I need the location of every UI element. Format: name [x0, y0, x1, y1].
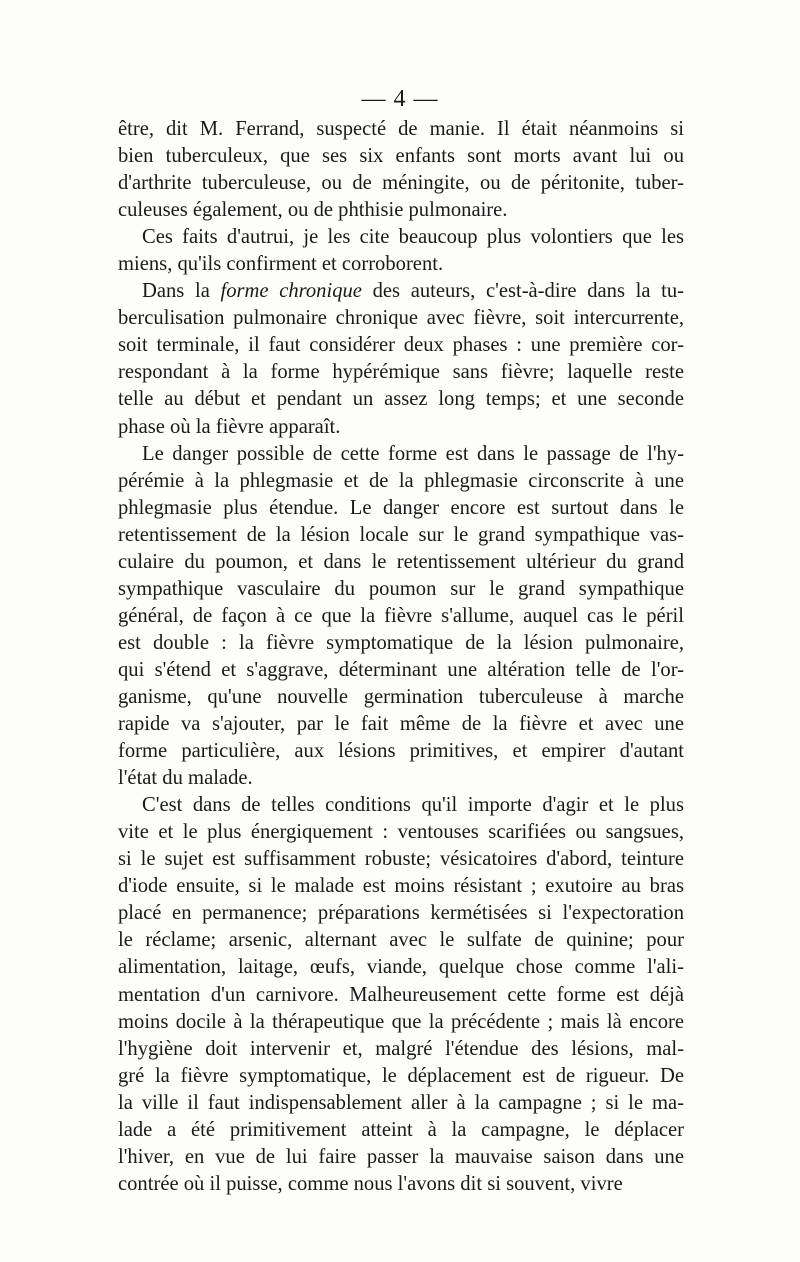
text-line: ganisme, qu'une nouvelle germination tuberculeuse à marche	[118, 685, 684, 708]
text-line: si le sujet est suffisamment robuste; vésicatoires d'abord, teinture	[118, 848, 684, 871]
text-line: respondant à la forme hypérémique sans fièvre; laquelle reste	[118, 361, 684, 384]
text-line: culeuses également, ou de phthisie pulmonaire.	[118, 199, 508, 222]
text-line: mentation d'un carnivore. Malheureusement cette forme est déjà	[118, 983, 684, 1006]
text-line: le réclame; arsenic, alternant avec le sulfate de quinine; pour	[118, 929, 684, 952]
text-line: lade a été primitivement atteint à la campagne, le déplacer	[118, 1118, 684, 1141]
text-line: placé en permanence; préparations kermétisées si l'expectoration	[118, 902, 684, 925]
text-line: bien tuberculeux, que ses six enfants sont morts avant lui ou	[118, 145, 684, 168]
text-line: moins docile à la thérapeutique que la précédente ; mais là encore	[118, 1010, 684, 1033]
text-line: d'arthrite tuberculeuse, ou de méningite, ou de péritonite, tuber-	[118, 172, 684, 195]
text-line: l'hiver, en vue de lui faire passer la mauvaise saison dans une	[118, 1145, 684, 1168]
paragraph	[118, 441, 684, 793]
text-line: phase où la fièvre apparaît.	[118, 415, 341, 438]
text-line: telle au début et pendant un assez long temps; et une seconde	[118, 388, 684, 411]
text-line: C'est dans de telles conditions qu'il importe d'agir et le plus	[142, 794, 684, 817]
text-line: être, dit M. Ferrand, suspecté de manie. Il était néanmoins si	[118, 118, 684, 140]
paragraph	[118, 792, 684, 1198]
text-line: gré la fièvre symptomatique, le déplacement est de rigueur. De	[118, 1064, 684, 1087]
text-line: phlegmasie plus étendue. Le danger encore est surtout dans le	[118, 496, 684, 519]
text-line: l'hygiène doit intervenir et, malgré l'étendue des lésions, mal-	[118, 1037, 684, 1060]
paragraph	[118, 116, 684, 224]
text-line: berculisation pulmonaire chronique avec fièvre, soit intercurrente,	[118, 307, 684, 330]
text-line: Le danger possible de cette forme est dans le passage de l'hy-	[142, 442, 684, 465]
page-number: — 4 —	[361, 86, 439, 112]
text-line: Ces faits d'autrui, je les cite beaucoup plus volontiers que les	[142, 226, 684, 249]
text-line: soit terminale, il faut considérer deux phases : une première cor-	[118, 334, 684, 357]
text-line: général, de façon à ce que la fièvre s'allume, auquel cas le péril	[118, 604, 684, 627]
body-text	[118, 116, 684, 1198]
text-line: retentissement de la lésion locale sur le grand sympathique vas-	[118, 523, 684, 546]
paragraph	[118, 278, 684, 440]
text-line: qui s'étend et s'aggrave, déterminant une altération telle de l'or-	[118, 658, 684, 681]
text-line: l'état du malade.	[118, 767, 253, 790]
text-line: d'iode ensuite, si le malade est moins résistant ; exutoire au bras	[118, 875, 684, 898]
text-line: pérémie à la phlegmasie et de la phlegmasie circonscrite à une	[118, 469, 684, 492]
text-line: est double : la fièvre symptomatique de la lésion pulmonaire,	[118, 631, 684, 654]
text-line: vite et le plus énergiquement : ventouses scarifiées ou sangsues,	[118, 821, 684, 844]
text-line: culaire du poumon, et dans le retentissement ultérieur du grand	[118, 550, 684, 573]
text-line: sympathique vasculaire du poumon sur le grand sympathique	[118, 577, 684, 600]
text-line: miens, qu'ils confirment et corroborent.	[118, 253, 444, 276]
text-line: forme particulière, aux lésions primitives, et empirer d'autant	[118, 740, 684, 763]
text-line: contrée où il puisse, comme nous l'avons dit si souvent, vivre	[118, 1172, 623, 1195]
text-line: alimentation, laitage, œufs, viande, quelque chose comme l'ali-	[118, 956, 684, 979]
text-line: la ville il faut indispensablement aller à la campagne ; si le ma-	[118, 1091, 684, 1114]
text-line: rapide va s'ajouter, par le fait même de la fièvre et avec une	[118, 713, 684, 736]
paragraph	[118, 224, 684, 278]
text-line: Dans la forme chronique des auteurs, c'est-à-dire dans la tu-	[142, 280, 685, 303]
